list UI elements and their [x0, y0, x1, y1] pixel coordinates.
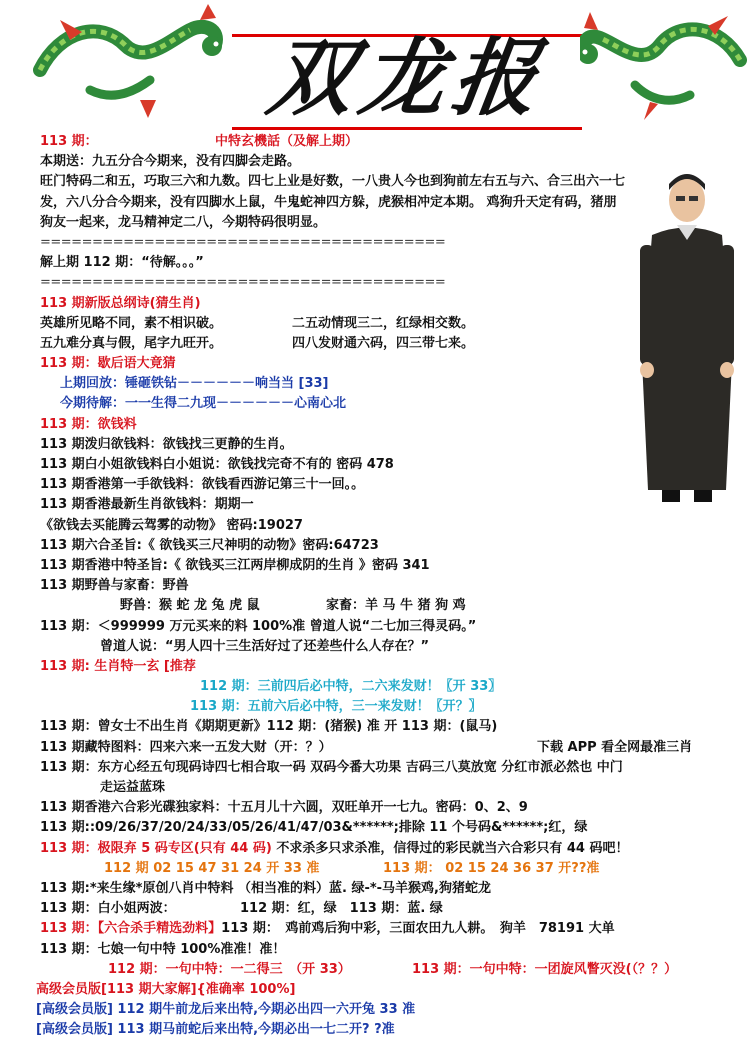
separator: ======================================= — [40, 234, 446, 250]
line-43: 高级会员版[113 期大家解]{准确率 100%] — [36, 981, 296, 997]
download-app-link[interactable]: 下载 APP 看全网最准三肖 — [537, 739, 693, 755]
numbers-113: 113 期： 02 15 24 36 37 开??准 — [383, 860, 600, 876]
line-42 — [40, 960, 745, 980]
line-16: 113 期泼归欲钱料：欲钱找三更静的生肖。 — [40, 436, 293, 452]
line-31-text: 113 期藏特图料：四来六来一五发大财（开：？） — [40, 739, 332, 755]
line-14: 今期待解：一一生得二九现－－－－－－心南心北 — [60, 396, 347, 412]
line-33: 走运益蓝珠 — [100, 780, 166, 795]
line-19: 113 期香港最新生肖欲钱料：期期一 — [40, 497, 254, 513]
wild-animals: 野兽：猴 蛇 龙 兔 虎 鼠 — [120, 598, 260, 614]
line-40 — [40, 919, 745, 939]
line-30: 113 期：曾女士不出生肖《期期更新》112 期：(猪猴) 准 开 113 期：(鼠马) — [40, 719, 498, 735]
line-45: [高级会员版] 113 期马前蛇后来出特,今期必出一七二开? ?准 — [36, 1022, 395, 1038]
line-04: 发，六八分合今期来，没有四脚水上鼠，牛鬼蛇神四方躲，虎猴相冲定本期。 鸡狗升天定有码，猪朋 — [40, 194, 617, 210]
separator: ======================================= — [40, 275, 446, 291]
line-44: [高级会员版] 112 期牛前龙后来出特,今期必出四一六开兔 33 准 — [36, 1002, 416, 1018]
line-23: 113 期野兽与家畜：野兽 — [40, 578, 189, 594]
dragon-left-icon — [30, 0, 230, 122]
line-21: 113 期六合圣旨:《 欲钱买三尺神明的动物》密码:64723 — [40, 537, 379, 553]
poem-half: 二五动情现三二，红绿相交数。 — [292, 315, 475, 331]
line-34: 113 期香港六合彩光碟独家料：十五月儿十六圆，双旺单开一七九。密码：0、2、9 — [40, 800, 528, 816]
line-26: 曾道人说：“男人四十三生活好过了还差些什么人存在？” — [100, 638, 430, 654]
line-20: 《欲钱去买能腾云驾雾的动物》 密码:19027 — [40, 517, 303, 533]
line-36 — [40, 839, 745, 859]
line-05: 狗友一起来，龙马精神定二八，今期特码很明显。 — [40, 214, 327, 230]
poem-half: 英雄所见略不同，素不相识破。 — [40, 315, 223, 331]
line-07: 解上期 112 期：“待解。。。” — [40, 255, 204, 271]
line-35: 113 期::09/26/37/20/24/33/05/26/41/47/03&******;排除 11 个号码&******;红，绿 — [40, 820, 588, 836]
section-heading: 113 期新版总纲诗(猜生肖) — [40, 295, 201, 311]
line-02: 本期送：九五分合今期来，没有四脚会走路。 — [40, 154, 301, 170]
line-39 — [40, 899, 745, 919]
line-42-a: 112 期：一句中特：一二得三 （开 33） — [108, 961, 351, 977]
line-31 — [40, 738, 745, 758]
line-03: 旺门特码二和五，巧取三六和九数。四七上业是好数，一八贵人今也到狗前左右五与六、合三出六一七 — [40, 174, 626, 190]
line-40-heading: 113 期：【六合杀手精选劲料】 — [40, 921, 222, 937]
line-39-label: 113 期：白小姐两波： — [40, 901, 176, 917]
page-title: 双龙报 — [262, 28, 552, 127]
line-39-text: 112 期：红，绿 113 期：蓝. 绿 — [240, 901, 443, 917]
line-01 — [40, 132, 745, 152]
domestic-animals: 家畜：羊 马 牛 猪 狗 鸡 — [326, 598, 466, 614]
line-22: 113 期香港中特圣旨:《 欲钱买三江两岸柳成阴的生肖 》密码 341 — [40, 557, 430, 573]
line-32: 113 期：东方心经五句现码诗四七相合取一码 双码今番大功果 吉码三八莫放宽 分红市派必然也 中门 — [40, 759, 623, 775]
section-heading: 113 期：欲钱料 — [40, 416, 137, 432]
line-41: 113 期：七娘一句中特 100%准准！准！ — [40, 941, 286, 957]
poem-line — [40, 314, 745, 334]
line-37 — [40, 859, 745, 879]
issue-label: 113 期： — [40, 134, 98, 149]
section-heading: 113 期: 生肖特一玄 [推荐 — [40, 658, 196, 674]
article-body — [36, 132, 745, 1040]
line-29: 113 期：五前六后必中特，三一来发财！〖开？〗 — [190, 699, 482, 715]
line-38: 113 期:*来生缘*原创八肖中特料 （相当准的料）蓝. 绿-*-马羊猴鸡,狗猪蛇龙 — [40, 880, 491, 896]
poem-line — [40, 334, 745, 354]
numbers-112: 112 期 02 15 47 31 24 开 33 准 — [104, 860, 320, 876]
zodiac-line — [40, 596, 745, 616]
line-25: 113 期：＜999999 万元买来的料 100%准 曾道人说“二七加三得灵码。” — [40, 618, 477, 634]
poem-half: 四八发财通六码，四三带七来。 — [292, 335, 475, 351]
poem-half: 五九难分真与假，尾字九旺开。 — [40, 335, 223, 351]
line-13: 上期回放：锤砸铁钻－－－－－－响当当 [33] — [60, 376, 329, 392]
header-banner — [0, 0, 752, 128]
line-36-text: 不求杀多只求杀准，信得过的彩民就当六合彩只有 44 码吧！ — [271, 840, 629, 856]
line-36-heading: 113 期：极限弃 5 码专区(只有 44 码) — [40, 840, 272, 856]
section-heading: 113 期：歇后语大竟猜 — [40, 356, 176, 372]
dragon-right-icon — [580, 0, 750, 122]
line-18: 113 期香港第一手欲钱料：欲钱看西游记第三十一回。。 — [40, 477, 365, 493]
line-40-text: 113 期： 鸡前鸡后狗中彩，三面农田九人耕。 狗羊 78191 大单 — [221, 921, 615, 937]
section-heading: 中特玄機話（及解上期） — [215, 134, 359, 149]
line-42-b: 113 期：一句中特：一团旋风瞥灭没(（？？） — [412, 961, 678, 977]
line-17: 113 期白小姐欲钱料白小姐说：欲钱找完奇不有的 密码 478 — [40, 457, 394, 472]
line-28: 112 期：三前四后必中特，二六来发财！〖开 33〗 — [200, 679, 502, 695]
